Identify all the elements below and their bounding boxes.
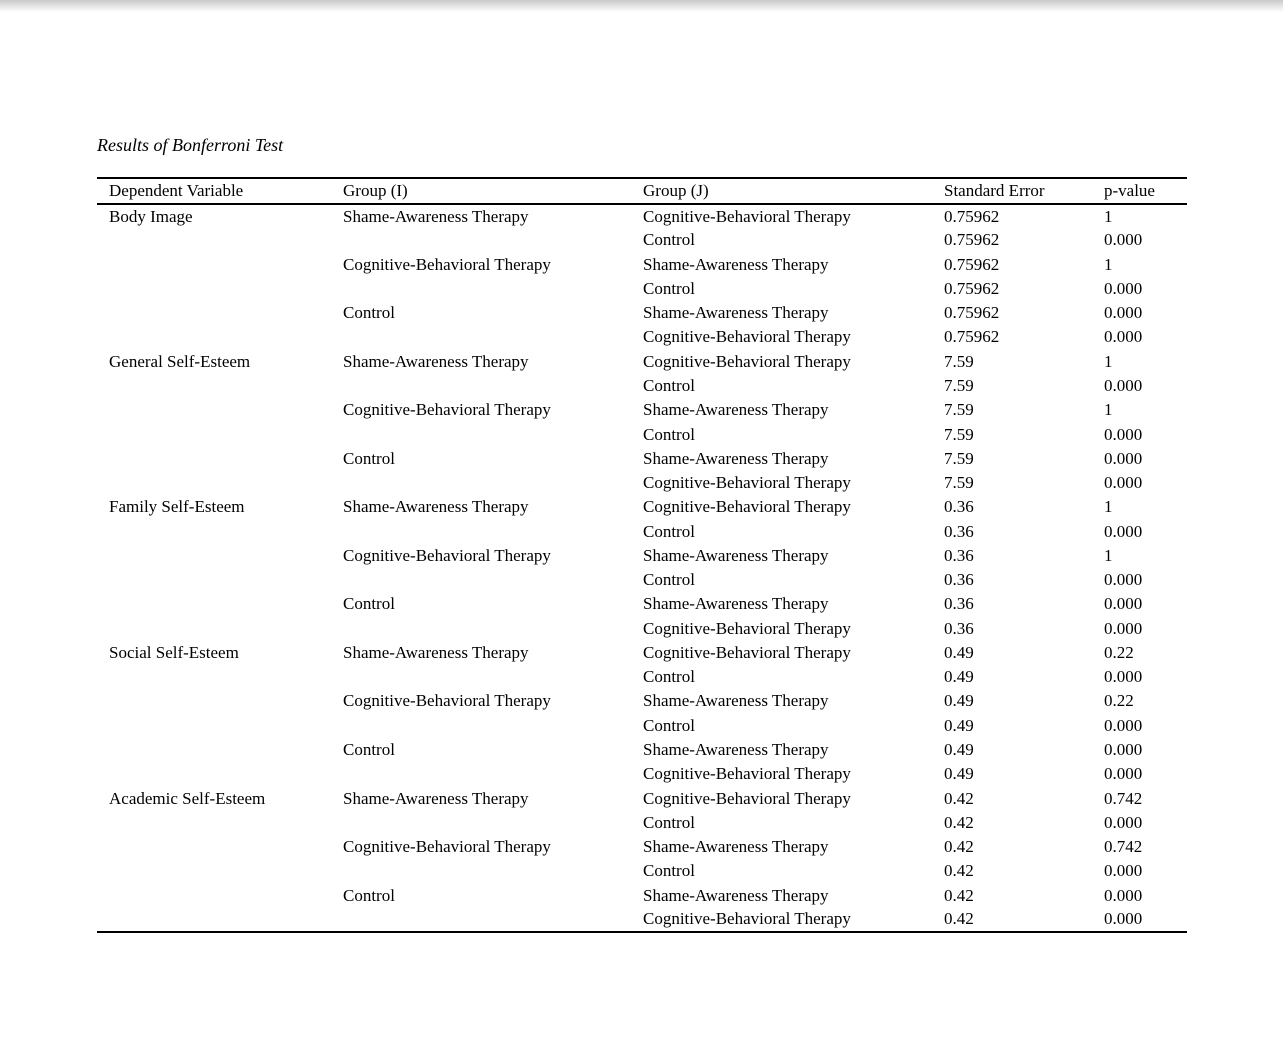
standard-error-cell: 0.42: [944, 812, 974, 832]
p-value-cell: 0.000: [1104, 667, 1143, 687]
table-row: [97, 859, 1187, 883]
table-row: [97, 762, 1187, 786]
group-i-cell: [343, 325, 643, 349]
header-group-j: Group (J): [643, 181, 709, 200]
table-header-row: [97, 178, 1187, 204]
p-value-cell: 0.000: [1104, 473, 1143, 493]
group-i-cell: Control: [343, 739, 395, 759]
group-j-cell: Shame-Awareness Therapy: [643, 545, 829, 565]
table-body: [97, 204, 1187, 932]
p-value-cell: 1: [1104, 206, 1113, 226]
p-value-cell: 0.000: [1104, 303, 1143, 323]
group-j-cell: Control: [643, 424, 695, 444]
dependent-variable-cell: [97, 689, 343, 713]
table-row: [97, 253, 1187, 277]
p-value-cell: 0.000: [1104, 812, 1143, 832]
standard-error-cell: 7.59: [944, 351, 974, 371]
p-value-cell: 0.000: [1104, 278, 1143, 298]
dependent-variable-cell: Academic Self-Esteem: [109, 788, 266, 808]
dependent-variable-cell: [97, 568, 343, 592]
group-j-cell: Shame-Awareness Therapy: [643, 303, 829, 323]
dependent-variable-cell: [97, 253, 343, 277]
standard-error-cell: 0.49: [944, 642, 974, 662]
group-i-cell: Cognitive-Behavioral Therapy: [343, 400, 551, 420]
group-i-cell: Cognitive-Behavioral Therapy: [343, 691, 551, 711]
group-i-cell: [343, 422, 643, 446]
table-row: [97, 811, 1187, 835]
standard-error-cell: 0.36: [944, 497, 974, 517]
table-row: [97, 617, 1187, 641]
group-i-cell: Shame-Awareness Therapy: [343, 788, 529, 808]
table-row: [97, 714, 1187, 738]
table-row: [97, 665, 1187, 689]
standard-error-cell: 7.59: [944, 375, 974, 395]
table-row: [97, 835, 1187, 859]
table-row: [97, 689, 1187, 713]
group-j-cell: Control: [643, 861, 695, 881]
p-value-cell: 0.000: [1104, 327, 1143, 347]
standard-error-cell: 0.49: [944, 739, 974, 759]
standard-error-cell: 0.42: [944, 885, 974, 905]
group-j-cell: Shame-Awareness Therapy: [643, 400, 829, 420]
p-value-cell: 0.22: [1104, 691, 1134, 711]
dependent-variable-cell: [97, 325, 343, 349]
group-i-cell: [343, 762, 643, 786]
dependent-variable-cell: General Self-Esteem: [109, 351, 251, 371]
dependent-variable-cell: [97, 811, 343, 835]
p-value-cell: 0.22: [1104, 642, 1134, 662]
standard-error-cell: 0.75962: [944, 230, 1000, 250]
standard-error-cell: 0.49: [944, 715, 974, 735]
group-i-cell: [343, 471, 643, 495]
dependent-variable-cell: [97, 277, 343, 301]
p-value-cell: 1: [1104, 545, 1113, 565]
group-i-cell: [343, 374, 643, 398]
dependent-variable-cell: Family Self-Esteem: [109, 497, 245, 517]
p-value-cell: 0.742: [1104, 788, 1143, 808]
dependent-variable-cell: [97, 859, 343, 883]
table-row: [97, 228, 1187, 252]
group-j-cell: Cognitive-Behavioral Therapy: [643, 764, 851, 784]
p-value-cell: 0.000: [1104, 909, 1143, 929]
standard-error-cell: 0.49: [944, 667, 974, 687]
table-row: [97, 495, 1187, 519]
p-value-cell: 0.000: [1104, 594, 1143, 614]
dependent-variable-cell: [97, 544, 343, 568]
standard-error-cell: 0.49: [944, 764, 974, 784]
p-value-cell: 0.000: [1104, 739, 1143, 759]
group-i-cell: [343, 908, 643, 932]
dependent-variable-cell: [97, 374, 343, 398]
standard-error-cell: 0.36: [944, 521, 974, 541]
table-title: Results of Bonferroni Test: [97, 135, 284, 155]
group-j-cell: Shame-Awareness Therapy: [643, 837, 829, 857]
header-dependent-variable: Dependent Variable: [109, 181, 244, 200]
dependent-variable-cell: [97, 471, 343, 495]
group-j-cell: Shame-Awareness Therapy: [643, 885, 829, 905]
dependent-variable-cell: [97, 714, 343, 738]
group-i-cell: Shame-Awareness Therapy: [343, 497, 529, 517]
dependent-variable-cell: [97, 883, 343, 907]
standard-error-cell: 7.59: [944, 400, 974, 420]
table-row: [97, 592, 1187, 616]
group-i-cell: Control: [343, 303, 395, 323]
standard-error-cell: 7.59: [944, 473, 974, 493]
table-row: [97, 786, 1187, 810]
table-row: [97, 738, 1187, 762]
standard-error-cell: 0.75962: [944, 206, 1000, 226]
p-value-cell: 0.000: [1104, 861, 1143, 881]
group-j-cell: Cognitive-Behavioral Therapy: [643, 351, 851, 371]
standard-error-cell: 0.42: [944, 837, 974, 857]
table-row: [97, 641, 1187, 665]
p-value-cell: 0.000: [1104, 715, 1143, 735]
table-row: [97, 350, 1187, 374]
p-value-cell: 0.000: [1104, 618, 1143, 638]
group-i-cell: [343, 617, 643, 641]
group-i-cell: Control: [343, 594, 395, 614]
bonferroni-results-table: [97, 177, 1187, 933]
group-j-cell: Control: [643, 278, 695, 298]
table-row: [97, 519, 1187, 543]
p-value-cell: 1: [1104, 400, 1113, 420]
table-row: [97, 204, 1187, 228]
dependent-variable-cell: [97, 592, 343, 616]
group-j-cell: Shame-Awareness Therapy: [643, 739, 829, 759]
table-row: [97, 398, 1187, 422]
group-j-cell: Control: [643, 230, 695, 250]
p-value-cell: 0.000: [1104, 448, 1143, 468]
group-i-cell: [343, 277, 643, 301]
group-i-cell: Cognitive-Behavioral Therapy: [343, 545, 551, 565]
group-j-cell: Shame-Awareness Therapy: [643, 594, 829, 614]
group-i-cell: Shame-Awareness Therapy: [343, 642, 529, 662]
dependent-variable-cell: [97, 422, 343, 446]
group-j-cell: Cognitive-Behavioral Therapy: [643, 206, 851, 226]
group-j-cell: Control: [643, 812, 695, 832]
p-value-cell: 0.000: [1104, 764, 1143, 784]
group-i-cell: [343, 714, 643, 738]
p-value-cell: 0.000: [1104, 375, 1143, 395]
dependent-variable-cell: [97, 398, 343, 422]
group-i-cell: [343, 228, 643, 252]
group-i-cell: Shame-Awareness Therapy: [343, 351, 529, 371]
group-j-cell: Shame-Awareness Therapy: [643, 448, 829, 468]
standard-error-cell: 7.59: [944, 448, 974, 468]
group-j-cell: Cognitive-Behavioral Therapy: [643, 327, 851, 347]
p-value-cell: 1: [1104, 254, 1113, 274]
standard-error-cell: 0.36: [944, 570, 974, 590]
group-j-cell: Cognitive-Behavioral Therapy: [643, 788, 851, 808]
standard-error-cell: 0.75962: [944, 303, 1000, 323]
dependent-variable-cell: [97, 447, 343, 471]
table-row: [97, 568, 1187, 592]
group-i-cell: [343, 859, 643, 883]
group-j-cell: Cognitive-Behavioral Therapy: [643, 497, 851, 517]
standard-error-cell: 0.42: [944, 788, 974, 808]
standard-error-cell: 0.42: [944, 909, 974, 929]
table-row: [97, 908, 1187, 932]
dependent-variable-cell: [97, 835, 343, 859]
group-i-cell: Shame-Awareness Therapy: [343, 206, 529, 226]
dependent-variable-cell: Body Image: [109, 206, 193, 226]
p-value-cell: 1: [1104, 497, 1113, 517]
standard-error-cell: 0.75962: [944, 327, 1000, 347]
table-row: [97, 544, 1187, 568]
group-j-cell: Control: [643, 667, 695, 687]
dependent-variable-cell: [97, 617, 343, 641]
group-i-cell: Control: [343, 885, 395, 905]
standard-error-cell: 0.36: [944, 618, 974, 638]
group-j-cell: Cognitive-Behavioral Therapy: [643, 642, 851, 662]
standard-error-cell: 0.36: [944, 545, 974, 565]
page-top-shadow: [0, 0, 1283, 12]
dependent-variable-cell: [97, 301, 343, 325]
p-value-cell: 0.742: [1104, 837, 1143, 857]
group-i-cell: Control: [343, 448, 395, 468]
dependent-variable-cell: [97, 738, 343, 762]
group-i-cell: [343, 811, 643, 835]
dependent-variable-cell: [97, 665, 343, 689]
p-value-cell: 0.000: [1104, 424, 1143, 444]
table-row: [97, 325, 1187, 349]
dependent-variable-cell: [97, 228, 343, 252]
standard-error-cell: 0.49: [944, 691, 974, 711]
header-group-i: Group (I): [343, 181, 408, 200]
dependent-variable-cell: [97, 519, 343, 543]
header-standard-error: Standard Error: [944, 181, 1045, 200]
standard-error-cell: 0.75962: [944, 278, 1000, 298]
header-p-value: p-value: [1104, 181, 1155, 200]
group-i-cell: Cognitive-Behavioral Therapy: [343, 837, 551, 857]
dependent-variable-cell: [97, 908, 343, 932]
group-j-cell: Cognitive-Behavioral Therapy: [643, 618, 851, 638]
p-value-cell: 0.000: [1104, 230, 1143, 250]
group-j-cell: Shame-Awareness Therapy: [643, 691, 829, 711]
group-j-cell: Control: [643, 521, 695, 541]
group-i-cell: [343, 519, 643, 543]
group-j-cell: Control: [643, 715, 695, 735]
group-j-cell: Control: [643, 375, 695, 395]
standard-error-cell: 0.36: [944, 594, 974, 614]
table-row: [97, 883, 1187, 907]
p-value-cell: 0.000: [1104, 885, 1143, 905]
group-j-cell: Control: [643, 570, 695, 590]
dependent-variable-cell: Social Self-Esteem: [109, 642, 239, 662]
group-i-cell: Cognitive-Behavioral Therapy: [343, 254, 551, 274]
p-value-cell: 1: [1104, 351, 1113, 371]
table-row: [97, 301, 1187, 325]
group-i-cell: [343, 665, 643, 689]
group-j-cell: Cognitive-Behavioral Therapy: [643, 909, 851, 929]
table-row: [97, 374, 1187, 398]
standard-error-cell: 0.42: [944, 861, 974, 881]
standard-error-cell: 0.75962: [944, 254, 1000, 274]
group-i-cell: [343, 568, 643, 592]
group-j-cell: Cognitive-Behavioral Therapy: [643, 473, 851, 493]
table-row: [97, 422, 1187, 446]
dependent-variable-cell: [97, 762, 343, 786]
standard-error-cell: 7.59: [944, 424, 974, 444]
table-row: [97, 277, 1187, 301]
p-value-cell: 0.000: [1104, 521, 1143, 541]
table-row: [97, 471, 1187, 495]
p-value-cell: 0.000: [1104, 570, 1143, 590]
table-row: [97, 447, 1187, 471]
group-j-cell: Shame-Awareness Therapy: [643, 254, 829, 274]
